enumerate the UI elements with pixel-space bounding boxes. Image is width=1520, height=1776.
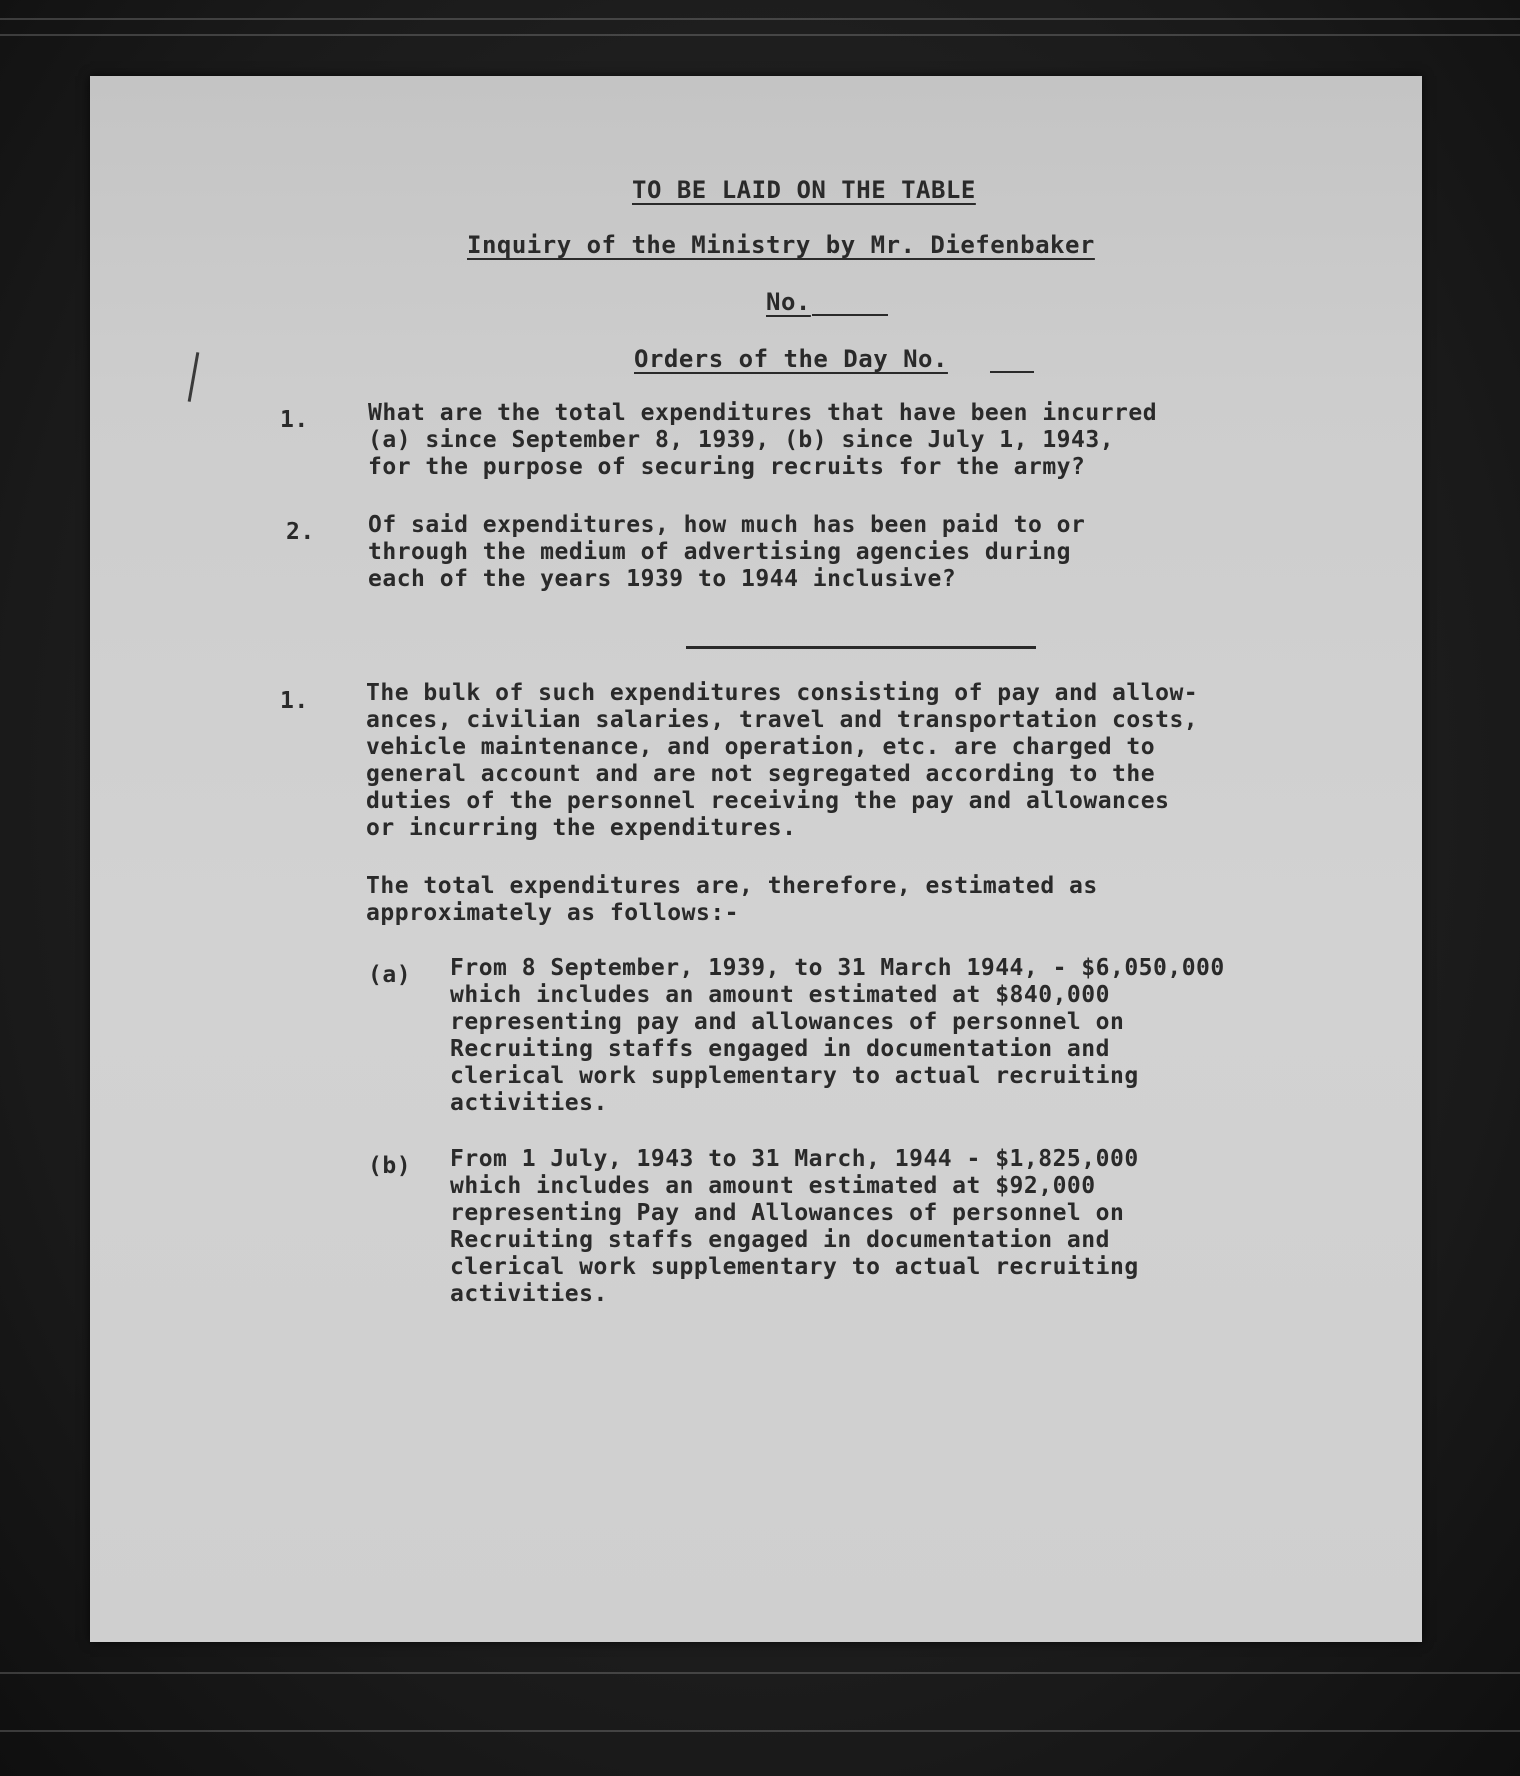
scan-artifact-line: [0, 1672, 1520, 1674]
scan-artifact-line: [0, 1730, 1520, 1732]
scan-artifact-line: [0, 34, 1520, 36]
orders-blank-line: [990, 371, 1034, 373]
scan-artifact-line: [0, 18, 1520, 20]
answer-item-a-label: (a): [368, 962, 412, 988]
doc-heading-number: No.: [766, 288, 811, 316]
number-blank-line: [812, 314, 888, 316]
separator-rule: [686, 646, 1036, 649]
doc-heading-orders: Orders of the Day No.: [634, 345, 948, 373]
answer-estimate-intro: The total expenditures are, therefore, estimated as approximately as follows:-: [366, 873, 1098, 926]
question-1-number: 1.: [280, 407, 309, 433]
doc-heading-title: TO BE LAID ON THE TABLE: [632, 176, 976, 204]
answer-item-b-label: (b): [368, 1153, 412, 1179]
question-2-number: 2.: [286, 519, 315, 545]
answer-item-a-text: From 8 September, 1939, to 31 March 1944, - $6,050,000 which includes an amount estimated at $840,000 representing pay and allowances of personnel on Recruiting staffs engaged in documentation and clerical work supplementary to actual recruiting activities.: [450, 955, 1225, 1116]
question-2-text: Of said expenditures, how much has been paid to or through the medium of advertising agencies during each of the years 1939 to 1944 inclusive?: [368, 512, 1086, 592]
question-1-text: What are the total expenditures that have been incurred (a) since September 8, 1939, (b) since July 1, 1943, for the purpose of securing recruits for the army?: [368, 400, 1158, 480]
answer-1-text: The bulk of such expenditures consisting of pay and allow- ances, civilian salaries, travel and transportation costs, vehicle maintenance, and operation, etc. are charged to general account and are not segregated according to the duties of the personnel receiving the pay and allowances or incurring the expenditures.: [366, 680, 1199, 841]
answer-item-b-text: From 1 July, 1943 to 31 March, 1944 - $1,825,000 which includes an amount estimated at $92,000 representing Pay and Allowances of personnel on Recruiting staffs engaged in documentation and clerical work supplementary to actual recruiting activities.: [450, 1146, 1139, 1307]
document-page: [90, 76, 1422, 1642]
doc-heading-inquiry: Inquiry of the Ministry by Mr. Diefenbaker: [467, 231, 1095, 259]
answer-1-number: 1.: [280, 688, 309, 714]
